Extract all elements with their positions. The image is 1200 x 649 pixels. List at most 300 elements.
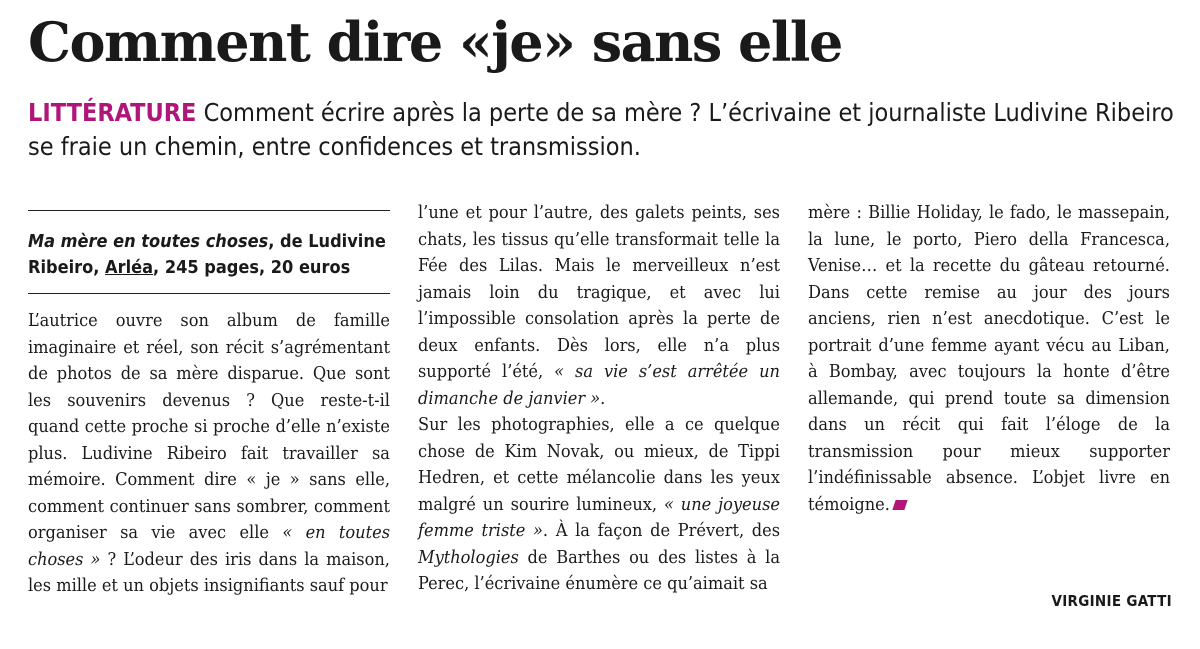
body-text: elle	[657, 334, 688, 356]
body-text: .	[542, 520, 549, 541]
body-text: au	[1091, 334, 1112, 356]
body-text: Dans	[808, 281, 850, 303]
body-text: C’est	[1101, 308, 1144, 329]
body-text	[1069, 229, 1081, 250]
body-text: qu’aimait	[667, 573, 745, 594]
body-text: .	[600, 387, 606, 409]
body-text	[656, 467, 664, 488]
body-text	[1112, 282, 1129, 303]
body-text	[751, 308, 760, 329]
body-text	[962, 229, 974, 250]
body-text: et	[465, 202, 482, 223]
body-text: plus	[745, 334, 780, 356]
body-text	[935, 388, 945, 409]
body-text: merveilleux	[632, 255, 729, 276]
body-text	[527, 202, 534, 223]
body-paragraph-1	[28, 308, 390, 600]
body-text: récit	[225, 336, 264, 358]
body-text	[504, 494, 511, 515]
quote: triste	[481, 520, 526, 541]
body-text	[687, 335, 704, 356]
body-text: livre	[1099, 467, 1136, 488]
body-text	[237, 469, 246, 490]
body-text: remise	[924, 281, 981, 303]
body-text	[877, 255, 885, 276]
body-text: de	[474, 440, 495, 462]
body-text: sourire	[510, 493, 570, 515]
body-text	[465, 441, 475, 462]
body-text: honte	[1063, 361, 1110, 382]
body-text	[898, 361, 909, 382]
body-text: Billie	[868, 202, 911, 223]
body-text: Francesca,	[1080, 228, 1170, 250]
body-text: des	[751, 520, 780, 541]
body-text	[559, 282, 577, 303]
body-text: lors,	[604, 334, 641, 356]
body-text: ou	[629, 546, 650, 568]
body-text	[747, 202, 754, 223]
body-text	[1060, 441, 1089, 462]
body-text: ?	[246, 389, 255, 411]
body-text	[516, 308, 525, 329]
body-text: et	[123, 336, 140, 358]
body-text: chats,	[418, 228, 468, 250]
body-text	[269, 522, 282, 543]
body-text	[728, 255, 740, 276]
body-text	[162, 310, 180, 331]
body-text	[304, 390, 320, 411]
body-text: Sur	[418, 414, 448, 435]
body-text: n’a	[703, 334, 729, 356]
body-text: qui	[957, 414, 984, 435]
body-text	[495, 441, 505, 462]
body-text: pour	[488, 202, 527, 223]
body-text: après	[628, 308, 674, 329]
body-text: l’écrivaine	[474, 573, 561, 594]
body-text	[913, 441, 942, 462]
body-text	[1085, 255, 1093, 276]
body-text: la	[683, 308, 698, 329]
body-text	[901, 229, 913, 250]
body-text: cette	[866, 281, 908, 303]
body-text	[847, 414, 864, 435]
body-text	[738, 547, 747, 568]
body-text: elle	[239, 522, 269, 543]
body-text	[476, 494, 483, 515]
body-text: loin	[489, 281, 520, 303]
body-text: des	[459, 255, 488, 276]
body-text: de	[295, 310, 316, 331]
body-text	[51, 390, 67, 411]
body-text	[991, 255, 999, 276]
body-text: Piero	[973, 228, 1018, 250]
body-text: sont	[355, 363, 390, 384]
body-text	[981, 441, 1010, 462]
body-text: absence.	[945, 467, 1018, 488]
body-text: sa	[1056, 387, 1075, 409]
body-text: Lilas.	[498, 255, 544, 276]
body-text: le	[988, 202, 1004, 223]
body-text: tragique,	[576, 281, 652, 303]
body-paragraph-2	[418, 412, 780, 598]
body-text	[849, 282, 866, 303]
body-text: portrait	[808, 334, 872, 356]
body-text	[1052, 361, 1063, 382]
body-text: elle	[625, 414, 655, 435]
body-text: L’odeur	[123, 548, 183, 570]
body-text: quand	[28, 416, 80, 437]
body-text: jour	[1033, 281, 1067, 303]
body-text: énumère	[565, 573, 639, 594]
body-text	[67, 443, 81, 464]
body-text	[481, 414, 491, 435]
body-text	[1028, 414, 1045, 435]
body-text: sa	[149, 363, 168, 384]
body-text	[987, 335, 994, 356]
body-text: d’elle	[275, 416, 321, 437]
quote: Mythologies	[418, 546, 519, 568]
body-text: qui	[908, 387, 935, 409]
body-text: Novak,	[546, 440, 605, 462]
body-text	[615, 414, 625, 435]
body-text	[183, 549, 190, 570]
body-text: Dès	[557, 334, 588, 356]
body-text: à	[746, 546, 757, 568]
body-text: l’une	[418, 202, 459, 223]
body-text: de	[1117, 414, 1138, 435]
body-text	[728, 441, 738, 462]
body-text	[491, 361, 502, 382]
body-text	[655, 414, 665, 435]
body-text: femme	[931, 334, 988, 356]
body-text: dans	[663, 467, 703, 488]
quote: s’est	[638, 361, 677, 382]
body-text	[112, 363, 121, 384]
body-text: ce	[643, 573, 662, 594]
body-text	[547, 547, 556, 568]
body-text	[702, 467, 710, 488]
body-text	[940, 414, 957, 435]
body-text	[280, 469, 289, 490]
body-text: cette	[84, 416, 127, 437]
body-text: jamais	[418, 281, 472, 303]
body-text: n’est	[932, 308, 973, 329]
quote: femme	[418, 520, 474, 541]
body-text: dans	[258, 548, 298, 570]
quote: une	[680, 493, 712, 515]
body-text	[621, 255, 633, 276]
body-text: peints,	[691, 202, 747, 223]
body-text	[947, 361, 958, 382]
body-text: les	[472, 228, 496, 250]
column-2	[418, 200, 780, 598]
body-text: la	[1155, 414, 1170, 435]
body-text: d’être	[1121, 361, 1170, 382]
body-text	[823, 229, 835, 250]
body-text: comment	[313, 495, 390, 517]
body-text: fait	[240, 442, 269, 464]
body-text	[1138, 414, 1155, 435]
body-text	[907, 282, 924, 303]
body-text	[686, 282, 704, 303]
quote: toutes	[338, 522, 390, 543]
body-text: galets	[635, 202, 685, 223]
body-text	[540, 335, 557, 356]
quote: «	[554, 361, 565, 382]
body-text	[537, 441, 547, 462]
body-text: et	[669, 281, 686, 303]
body-text	[876, 308, 888, 329]
body-text: au	[996, 281, 1017, 303]
body-text: la	[765, 546, 780, 568]
body-text: la	[304, 548, 320, 570]
body-text	[1090, 308, 1102, 329]
body-text: devenus	[162, 389, 231, 411]
body-text: la	[575, 520, 590, 541]
body-text: »	[289, 469, 300, 490]
body-text	[875, 229, 887, 250]
body-text	[619, 308, 628, 329]
body-text: son	[180, 310, 209, 331]
body-text: mille	[56, 575, 97, 596]
body-text: la	[909, 255, 925, 276]
body-text	[255, 390, 271, 411]
body-text	[649, 547, 658, 568]
body-text: dire	[204, 469, 237, 490]
body-text	[1047, 388, 1057, 409]
body-text: Mais	[554, 255, 595, 276]
quote: un	[759, 361, 780, 382]
body-text: les	[710, 467, 734, 488]
body-text	[984, 414, 1001, 435]
body-text	[98, 310, 116, 331]
body-text: la	[765, 228, 780, 250]
body-text: un	[482, 493, 504, 515]
body-text: album	[226, 310, 278, 331]
quote: »	[590, 387, 601, 409]
body-text	[594, 255, 606, 276]
body-text: mère	[176, 363, 219, 384]
body-text	[657, 494, 664, 515]
quote	[674, 494, 681, 515]
body-text: continuer	[109, 495, 189, 517]
rubric-label: LITTÉRATURE	[28, 98, 197, 127]
body-text: le	[1057, 202, 1072, 223]
body-text: Perec,	[418, 573, 470, 594]
body-text: sombrer,	[236, 495, 309, 517]
body-paragraph-continued	[808, 200, 1170, 518]
body-text	[153, 443, 167, 464]
body-text	[1136, 467, 1150, 488]
body-text: disparue.	[227, 363, 305, 384]
body-text: travailler	[282, 442, 358, 464]
body-text	[487, 255, 499, 276]
body-text	[588, 335, 605, 356]
body-text: proche	[213, 416, 270, 437]
body-text	[993, 388, 1003, 409]
body-text	[642, 520, 650, 541]
body-text	[920, 308, 932, 329]
quote	[628, 361, 639, 382]
body-text: le	[1155, 308, 1170, 329]
body-text	[264, 337, 271, 358]
body-text: de	[650, 520, 671, 541]
body-text: objets	[149, 575, 199, 596]
body-text: Holiday,	[916, 202, 983, 223]
body-text	[482, 202, 489, 223]
body-text: maison,	[326, 548, 390, 570]
quote	[564, 361, 575, 382]
body-text: la	[808, 228, 823, 250]
body-text: photographies,	[491, 414, 615, 435]
body-text	[604, 441, 614, 462]
body-text	[704, 414, 714, 435]
body-text	[756, 547, 765, 568]
body-text: n’existe	[326, 416, 390, 437]
body-text: Que	[271, 389, 305, 411]
body-text: ses	[753, 202, 780, 223]
body-text: l’indéfinissable	[808, 467, 932, 488]
end-mark-icon	[892, 500, 907, 510]
body-text	[652, 282, 670, 303]
body-text	[932, 467, 946, 488]
body-text	[106, 469, 115, 490]
body-text	[230, 390, 246, 411]
article-standfirst	[28, 96, 1178, 164]
body-text: mélancolie	[566, 467, 656, 488]
body-text: fado,	[1009, 202, 1051, 223]
body-text: les	[457, 414, 481, 435]
body-text: supporter	[1089, 440, 1170, 462]
body-text: rien	[887, 308, 921, 329]
body-text: anecdotique.	[983, 308, 1090, 329]
body-text: photos	[56, 363, 112, 384]
body-text: les	[28, 575, 52, 596]
body-text	[543, 361, 554, 382]
body-text	[1017, 229, 1029, 250]
body-text: les	[28, 389, 52, 411]
book-details: , 245 pages, 20 euros	[153, 257, 351, 278]
body-text: mémoire.	[28, 469, 106, 490]
body-text: de	[28, 363, 48, 384]
quote: joyeuse	[718, 493, 780, 515]
body-text	[593, 202, 600, 223]
body-text: souvenirs	[67, 389, 147, 411]
body-text: L’objet	[1032, 467, 1085, 488]
body-text	[1075, 388, 1085, 409]
body-text: des	[1083, 281, 1112, 303]
body-text: son	[190, 336, 219, 358]
body-text	[567, 520, 575, 541]
body-text: allemande,	[808, 387, 899, 409]
body-text	[1020, 255, 1028, 276]
body-text	[195, 469, 204, 490]
body-text	[167, 363, 176, 384]
body-text: imaginaire	[28, 336, 117, 358]
body-text: yeux	[741, 467, 780, 488]
body-text	[358, 443, 372, 464]
body-text	[698, 308, 707, 329]
body-text: pour	[349, 575, 388, 596]
body-text	[219, 337, 226, 358]
body-text: ou	[614, 440, 635, 462]
body-text	[1018, 467, 1032, 488]
quote	[593, 361, 604, 382]
body-text: un	[864, 414, 885, 435]
body-text: insignifiants	[203, 575, 305, 596]
body-text: d’une	[878, 334, 925, 356]
body-text	[734, 467, 742, 488]
body-text: lumineux,	[576, 493, 658, 515]
body-text: un	[123, 575, 144, 596]
body-text: transformait	[615, 228, 718, 250]
body-text	[744, 520, 752, 541]
body-text: retourné.	[1093, 255, 1170, 276]
body-text	[138, 522, 151, 543]
body-text: malgré	[418, 493, 476, 515]
body-text: Liban,	[1118, 334, 1170, 356]
body-text	[218, 549, 225, 570]
body-text: Ludivine	[81, 442, 153, 464]
body-text: je	[265, 469, 281, 490]
body-text: iris	[224, 548, 252, 570]
quote	[83, 549, 90, 570]
body-text	[699, 441, 709, 462]
body-text: l’autre,	[533, 202, 594, 223]
body-text	[686, 547, 695, 568]
body-text: a	[664, 414, 675, 435]
body-text	[519, 547, 528, 568]
body-text: avec	[703, 281, 742, 303]
body-text: prend	[944, 387, 994, 409]
body-text	[641, 335, 658, 356]
body-text	[447, 414, 457, 435]
body-text: Prévert,	[677, 520, 745, 541]
body-text: de	[708, 440, 729, 462]
body-text: façon	[597, 520, 643, 541]
body-text	[471, 282, 489, 303]
body-text: ce	[684, 414, 704, 435]
body-text: organiser	[28, 522, 107, 543]
quote	[292, 522, 305, 543]
body-text: toujours	[957, 361, 1026, 382]
body-text	[346, 469, 355, 490]
body-text	[219, 363, 228, 384]
quote: «	[663, 493, 674, 515]
quote: choses	[28, 548, 84, 570]
body-text: mieux	[1010, 440, 1060, 462]
body-text: reste-t-il	[320, 389, 390, 411]
body-text: listes	[694, 546, 739, 568]
body-text: sans	[309, 469, 346, 490]
body-text: témoigne.	[808, 493, 890, 515]
quote: de	[503, 387, 524, 409]
body-text: le	[886, 228, 902, 250]
body-text: deux	[418, 334, 458, 356]
body-text	[1067, 282, 1084, 303]
body-text: le	[605, 255, 621, 276]
body-text: du	[999, 255, 1021, 276]
body-text: consolation	[525, 308, 620, 329]
body-text: lui	[759, 281, 780, 303]
body-text: plus.	[28, 442, 68, 464]
body-text: avec	[188, 522, 227, 543]
quote: »	[533, 520, 543, 541]
body-text: sa	[749, 573, 768, 594]
column-1	[28, 210, 390, 600]
quote: »	[90, 548, 101, 570]
body-text	[316, 310, 334, 331]
